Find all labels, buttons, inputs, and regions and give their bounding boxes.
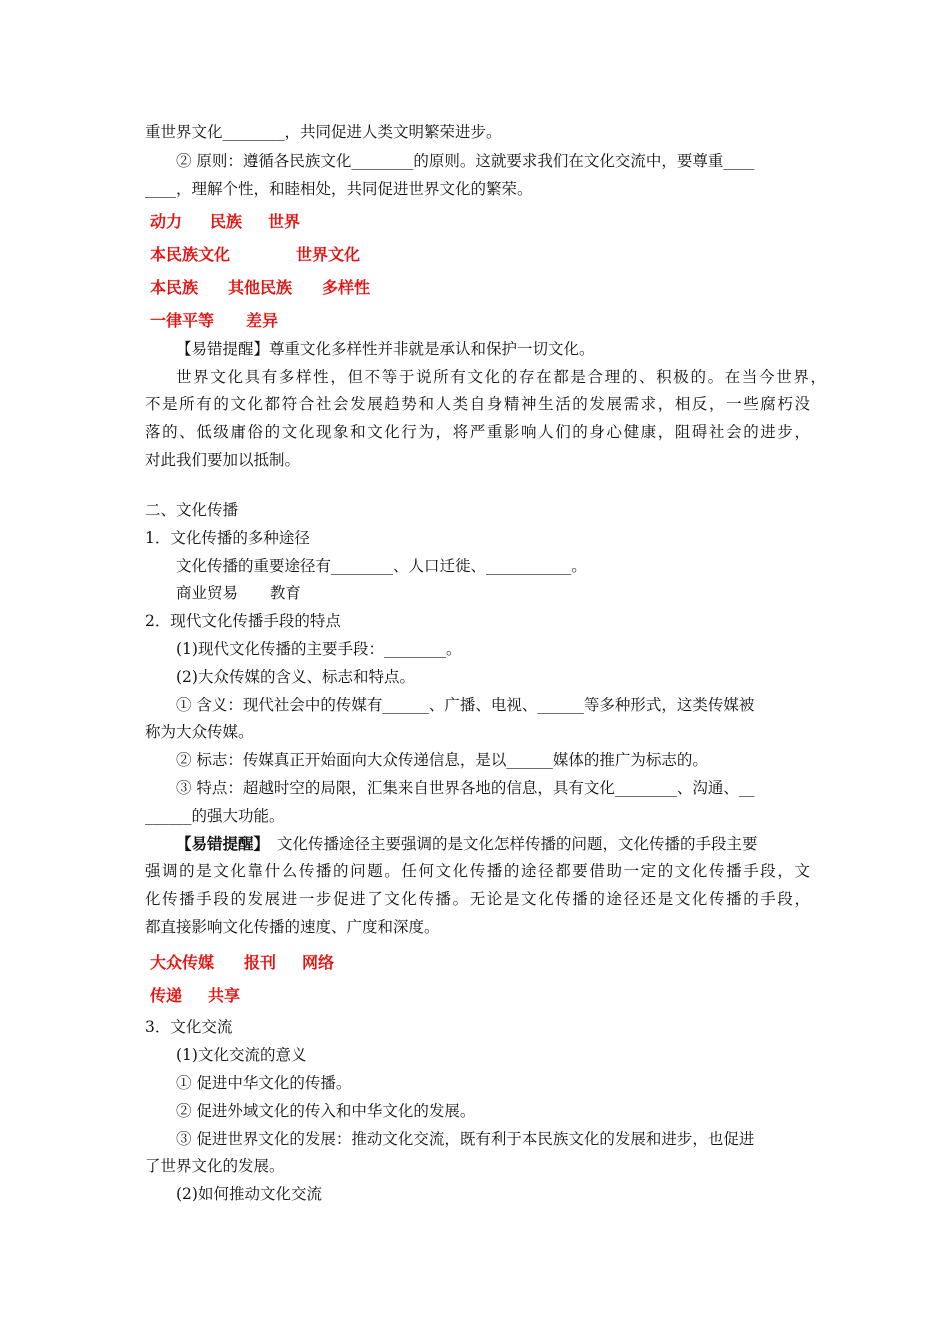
text-line: 重世界文化________，共同促进人类文明繁荣进步。 [145, 123, 502, 141]
paragraph-line: 对此我们要加以抵制。 [145, 451, 301, 469]
answer-plain: 商业贸易 [176, 584, 239, 602]
text-line: ② 原则：遵循各民族文化________的原则。这就要求我们在文化交流中，要尊重____ [176, 152, 755, 170]
text-line: 文化传播的重要途径有________、人口迁徙、___________。 [176, 557, 587, 575]
text-line: ① 含义：现代社会中的传媒有______、广播、电视、______等多种形式，这类传媒被 [176, 696, 755, 714]
tip-label: 【易错提醒】 [176, 340, 270, 358]
paragraph-line: 化传播手段的发展进一步促进了文化传播。无论是文化传播的途径还是文化传播的手段， [145, 890, 810, 908]
answer-plain: 教育 [269, 584, 301, 602]
text-line: ③ 促进世界文化的发展：推动文化交流，既有利于本民族文化的发展和进步，也促进 [176, 1130, 755, 1148]
text-line: ______的强大功能。 [145, 807, 285, 825]
section-heading: 二、文化传播 [145, 501, 239, 519]
subsection-heading: 1．文化传播的多种途径 [145, 529, 310, 547]
text-line: (2)如何推动文化交流 [176, 1185, 322, 1203]
answer-text: 世界 [268, 212, 301, 231]
answer-text: 本民族 [150, 278, 199, 297]
answer-text: 多样性 [322, 278, 371, 297]
text-line: 了世界文化的发展。 [145, 1157, 285, 1175]
paragraph-line: 不是所有的文化都符合社会发展趋势和人类自身精神生活的发展需求，相反，一些腐朽没 [145, 395, 810, 413]
text-line: (1)文化交流的意义 [176, 1046, 307, 1064]
text-line: ② 促进外域文化的传入和中华文化的发展。 [176, 1102, 476, 1120]
answer-text: 民族 [210, 212, 243, 231]
text-line: (1)现代文化传播的主要手段：________。 [176, 640, 462, 658]
tip-text: 文化传播途径主要强调的是文化怎样传播的问题，文化传播的手段主要 [277, 835, 758, 853]
answer-text: 报刊 [244, 953, 277, 972]
answer-text: 本民族文化 [150, 245, 231, 264]
answer-text: 网络 [302, 953, 335, 972]
answer-text: 共享 [208, 986, 241, 1005]
answer-plain-row [176, 582, 301, 604]
subsection-heading: 2．现代文化传播手段的特点 [145, 612, 341, 630]
tip-line [176, 338, 595, 360]
answer-text: 差异 [246, 311, 279, 330]
answer-text: 其他民族 [228, 278, 293, 297]
paragraph-line: 都直接影响文化传播的速度、广度和深度。 [145, 918, 440, 936]
answer-text: 传递 [150, 986, 183, 1005]
text-line: ____，理解个性，和睦相处，共同促进世界文化的繁荣。 [145, 180, 533, 198]
paragraph-line: 落的、低级庸俗的文化现象和文化行为，将严重影响人们的身心健康，阻碍社会的进步， [145, 423, 810, 441]
subsection-heading: 3．文化交流 [145, 1018, 233, 1036]
answer-text: 世界文化 [296, 245, 361, 264]
text-line: ① 促进中华文化的传播。 [176, 1074, 352, 1092]
answer-text: 大众传媒 [150, 953, 215, 972]
text-line: 称为大众传媒。 [145, 723, 254, 741]
answer-text: 一律平等 [150, 311, 215, 330]
paragraph-line: 世界文化具有多样性，但不等于说所有文化的存在都是合理的、积极的。在当今世界， [176, 368, 826, 386]
tip-label: 【易错提醒】 [176, 834, 270, 853]
tip-text: 尊重文化多样性并非就是承认和保护一切文化。 [269, 340, 595, 358]
text-line: ② 标志：传媒真正开始面向大众传递信息，是以______媒体的推广为标志的。 [176, 751, 708, 769]
text-line: ③ 特点：超越时空的局限，汇集来自世界各地的信息，具有文化________、沟通、__ [176, 779, 755, 797]
text-line: (2)大众传媒的含义、标志和特点。 [176, 668, 415, 686]
answer-text: 动力 [150, 212, 183, 231]
paragraph-line: 强调的是文化靠什么传播的问题。任何文化传播的途径都要借助一定的文化传播手段，文 [145, 862, 810, 880]
tip-line [176, 833, 758, 855]
